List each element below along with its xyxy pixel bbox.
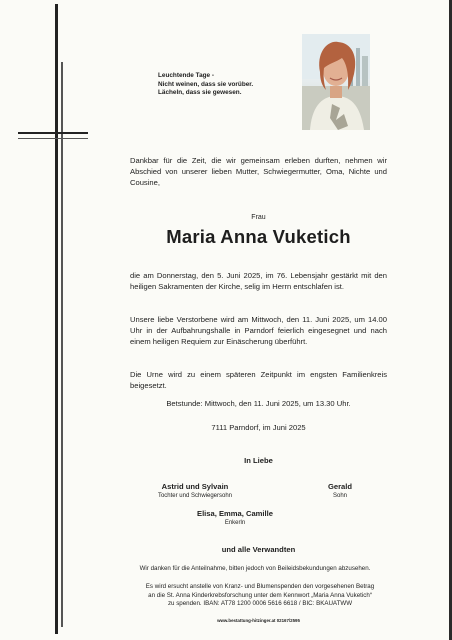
cross-vertical-bar-inner: [61, 62, 63, 627]
mourner-relation: Enkerln: [224, 520, 246, 526]
funeral-paragraph: Unsere liebe Verstorbene wird am Mittwoch, den 11. Juni 2025, um 14.00 Uhr in der Aufbahrungshalle in Parndorf feierlich eingesegnet und nach einem heiligen Requiem zur Einäscherung überführt.: [130, 315, 387, 346]
deceased-name: Maria Anna Vuketich: [166, 226, 351, 247]
quote-line: Nicht weinen, dass sie vorüber.: [158, 80, 254, 88]
quote-line: Leuchtende Tage -: [158, 72, 214, 79]
donation-line: Es wird ersucht anstelle von Kranz- und Blumenspenden den vorgesehenen Betrag: [145, 583, 375, 590]
mourner-relation: Sohn: [332, 493, 347, 499]
thanks-note: Wir danken für die Anteilnahme, bitten jedoch von Beileidsbekundungen abzusehen.: [139, 565, 371, 572]
portrait-photo: [302, 34, 370, 130]
memorial-quote: [158, 72, 253, 98]
mourner-name: Elisa, Emma, Camille: [197, 509, 273, 518]
salutation: Frau: [251, 214, 266, 221]
burial-paragraph: Die Urne wird zu einem späteren Zeitpunkt im engsten Familienkreis beigesetzt.: [130, 370, 387, 390]
mourner-name: Gerald: [327, 482, 353, 491]
quote-line: Lächeln, dass sie gewesen.: [158, 89, 242, 97]
cross-horizontal-bar: [18, 132, 88, 134]
donation-line: zu spenden. IBAN: AT78 1200 0006 5616 6618 / BIC: BKAUATWW: [167, 600, 353, 607]
intro-paragraph: Dankbar für die Zeit, die wir gemeinsam erleben durften, nehmen wir Abschied von unserer lieben Mutter, Schwiegermutter, Oma, Nichte und Cousine,: [130, 156, 387, 187]
funeral-home-footer: www.bestattung-hitzinger.at 02167/2595: [217, 618, 300, 623]
death-paragraph: die am Donnerstag, den 5. Juni 2025, im 76. Lebensjahr gestärkt mit den heiligen Sakramenten der Kirche, selig im Herrn entschlafen ist.: [130, 271, 387, 291]
place-date: 7111 Parndorf, im Juni 2025: [211, 423, 306, 432]
cross-horizontal-bar-inner: [18, 138, 88, 139]
donation-line: an die St. Anna Kinderkrebsforschung unter dem Kennwort „Maria Anna Vuketich“: [148, 591, 372, 599]
mourner-entry: [180, 509, 290, 527]
mourner-entry: [130, 482, 260, 500]
mourner-entry: [300, 482, 380, 500]
mourner-name: Astrid und Sylvain: [161, 482, 229, 491]
donation-note: [110, 583, 410, 609]
cross-vertical-bar: [55, 4, 58, 634]
mourner-relation: Tochter und Schwiegersohn: [157, 493, 233, 499]
in-love-heading: In Liebe: [244, 456, 273, 465]
prayer-hour: Betstunde: Mittwoch, den 11. Juni 2025, um 13.30 Uhr.: [166, 399, 351, 408]
relatives-line: und alle Verwandten: [221, 545, 296, 554]
portrait-image: [302, 34, 370, 130]
